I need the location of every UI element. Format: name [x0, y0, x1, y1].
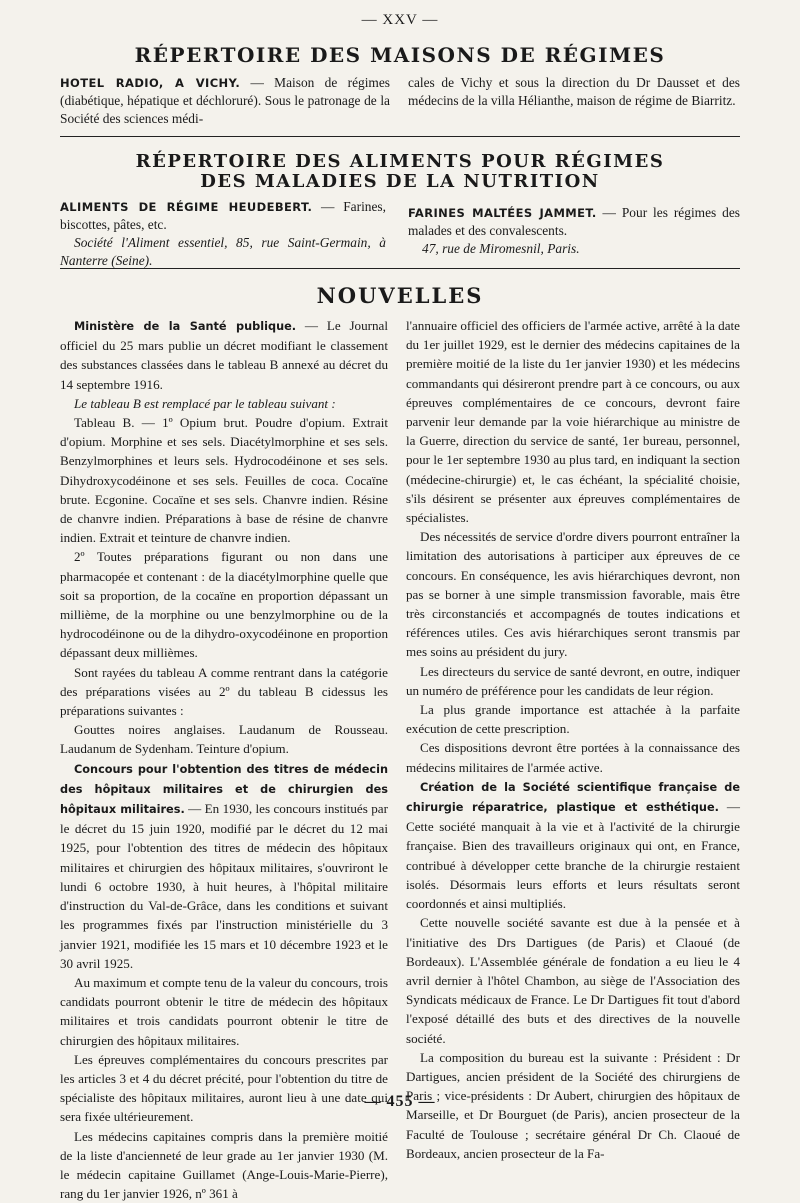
sec1-lead: HOTEL RADIO, A VICHY.	[60, 76, 241, 90]
news-paragraph: Ministère de la Santé publique. — Le Journal officiel du 25 mars publie un décret modifiant le classement des substances classées dans le tableau B annexé au décret du 14 septembre 1916.	[60, 318, 388, 392]
sec2-left-text: — Farines, biscottes, pâtes, etc.	[60, 199, 386, 232]
sec1-left-column	[60, 74, 390, 128]
sec2-right-address: 47, rue de Miromesnil, Paris.	[422, 241, 580, 256]
news-paragraph: Cette nouvelle société savante est due à la pensée et à l'initiative des Drs Dartigues (de Paris) et Claoué (de Bordeaux). L'Assemblée générale de fondation a eu lieu le 4 avril dernier à l'hôtel Chambon, au siège de l'Association des Syndicats médicaux de France. Le Dr Dartigues fit tout d'abord l'exposé détaillé des buts et des directives de la nouvelle société.	[406, 915, 740, 1046]
sec2-left-address: Société l'Aliment essentiel, 85, rue Saint-Germain, à Nanterre (Seine).	[60, 235, 386, 268]
news-paragraph: Sont rayées du tableau A comme rentrant dans la catégorie des préparations visées au 2º du tableau B cidessus les préparations suivantes :	[60, 664, 388, 719]
divider-rule-1	[60, 136, 740, 137]
news-paragraph: 2º Toutes préparations figurant ou non dans une pharmacopée et contenant : de la diacétylmorphine quelle que soit sa proportion, de la cocaïne en proportion dépassant un millième, de la morphine ou une benzylmorphine ou de la hydrocodéinone ou de la dihydro-oxycodéinone en proportion dépassant deux millièmes.	[60, 549, 388, 661]
news-lead-creation: Création de la Société scientifique française de chirurgie réparatrice, plastique et esthétique.	[406, 780, 740, 815]
sec2-right-entry	[408, 204, 740, 258]
nouvelles-right-column	[406, 316, 740, 1163]
news-paragraph: La plus grande importance est attachée à la parfaite exécution de cette prescription.	[406, 702, 740, 737]
news-paragraph: Les épreuves complémentaires du concours prescrites par les articles 3 et 4 du décret précité, pour l'obtention du titre de spécialiste des hôpitaux militaires, auront lieu à une date qui sera fixée ultérieurement.	[60, 1051, 388, 1125]
news-paragraph: Des nécessités de service d'ordre divers pourront entraîner la limitation des autorisations à participer aux épreuves de ce concours. En conséquence, les avis hiérarchiques devront, non pas se borner à une simple transmission favorable, mais être très circonstanciés et accompagnés de toutes indications et références utiles. Ces avis hiérarchiques seront transmis par mes soins au président du jury.	[406, 529, 740, 660]
journal-page	[60, 0, 740, 1202]
news-paragraph: Les médecins capitaines compris dans la première moitié de la liste d'ancienneté de leur grade au 1er janvier 1930 (M. le médecin capitaine Guillamet (Ange-Louis-Marie-Pierre), rang du 1er janvier 1926, nº 361 à	[60, 1128, 388, 1202]
sec1-right-column	[408, 74, 740, 110]
section-title-maisons: RÉPERTOIRE DES MAISONS DE RÉGIMES	[134, 43, 666, 67]
news-paragraph: Les directeurs du service de santé devront, en outre, indiquer un numéro de préférence pour les candidats de leur région.	[406, 663, 740, 698]
sec1-text-left: — Maison de régimes (diabétique, hépatique et déchloruré). Sous le patronage de la Société des sciences médi-	[60, 75, 391, 126]
sec2-right-text: — Pour les régimes des malades et des convalescents.	[408, 205, 740, 238]
news-paragraph: Le tableau B est remplacé par le tableau suivant :	[74, 395, 336, 411]
sec1-text-right: cales de Vichy et sous la direction du Dr Dausset et des médecins de la villa Hélianthe, maison de régime de Biarritz.	[408, 75, 740, 108]
nouvelles-left-column	[60, 316, 388, 1203]
sec2-left-lead: ALIMENTS DE RÉGIME HEUDEBERT.	[60, 200, 313, 214]
section-title-aliments	[60, 152, 740, 192]
news-paragraph: Au maximum et compte tenu de la valeur du concours, trois candidats pourront obtenir le titre de médecin des hôpitaux militaires et trois candidats pourront obtenir le titre de chirurgien des hôpitaux militaires.	[60, 974, 388, 1048]
news-paragraph: Concours pour l'obtention des titres de médecin des hôpitaux militaires et de chirurgien des hôpitaux militaires. — En 1930, les concours institués par le décret du 15 juin 1920, modifié par le décret du 12 mai 1925, pour l'obtention des titres de médecin des hôpitaux militaires et chirurgien des hôpitaux militaires, s'ouvriront le lundi 6 octobre 1930, à huit heures, à l'hôpital militaire d'instruction du Val-de-Grâce, dans les conditions et suivant les programmes fixés par l'instruction ministérielle du 3 janvier 1921, modifiée les 15 mars et 10 décembre 1923 et le 30 avril 1925.	[60, 762, 388, 971]
divider-rule-2	[60, 268, 740, 269]
sec2-right-lead: FARINES MALTÉES JAMMET.	[408, 206, 597, 220]
news-paragraph: Ces dispositions devront être portées à la connaissance des médecins militaires de l'armée active.	[406, 740, 740, 775]
news-paragraph: Création de la Société scientifique française de chirurgie réparatrice, plastique et esthétique. — Cette société manquait à la vie et à l'activité de la chirurgie française. Bien des travailleurs originaux qui ont, en France, contribué à développer cette branche de la chirurgie restaient isolés. Désormais leurs efforts et leurs résultats seront coordonnés et ainsi multipliés.	[406, 780, 740, 912]
news-lead-concours: Concours pour l'obtention des titres de médecin des hôpitaux militaires et de chirurgien des hôpitaux militaires.	[60, 762, 388, 817]
news-paragraph: La composition du bureau est la suivante : Président : Dr Dartigues, ancien président de la Société des chirurgiens de Paris ; vice-présidents : Dr Aubert, chirurgien des hôpitaux de Marseille, et Dr Bourguet (de Paris), ancien prosecteur de la Faculté de Toulouse ; secrétaire général Dr Ch. Claoué de Bordeaux, ancien prosecteur de la Fa-	[406, 1049, 740, 1161]
sec2-left-entry	[60, 198, 386, 270]
page-folio-top: — XXV —	[361, 12, 439, 28]
news-paragraph: Tableau B. — 1º Opium brut. Poudre d'opium. Extrait d'opium. Morphine et ses sels. Diacétylmorphine et ses sels. Benzylmorphines et leurs sels. Hydrocodéinone et ses sels. Dihydroxycodéinone et ses sels. Feuilles de coca. Cocaïne brute. Ecgonine. Cocaïne et ses sels. Chanvre indien. Résine de chanvre indien. Préparations à base de résine de chanvre indien. Extrait et teinture de chanvre indien.	[60, 415, 388, 546]
section-title-nouvelles: NOUVELLES	[316, 283, 484, 308]
news-paragraph: l'annuaire officiel des officiers de l'armée active, arrêté à la date du 1er juillet 1929, est le dernier des médecins capitaines de la première moitié de la liste du 1er janvier 1930) et les médecins commandants qui désireront prendre part à ce concours, ou aux épreuves complémentaires de ce concours, devront faire parvenir leur demande par la voie hiérarchique au ministre de la Guerre, direction du service de santé, 1er bureau, personnel, pour le 1er septembre 1930 au plus tard, en indiquant la section (médecine-chirurgie) et, le cas échéant, la spécialité choisie, s'ils désirent se présenter aux épreuves complémentaires de spécialistes.	[406, 318, 740, 526]
page-folio-bottom: — 455 —	[364, 1093, 436, 1110]
section-title-aliments-line2: DES MALADIES DE LA NUTRITION	[200, 171, 600, 193]
news-paragraph: Gouttes noires anglaises. Laudanum de Rousseau. Laudanum de Sydenham. Teinture d'opium.	[60, 722, 388, 757]
section-title-aliments-line1: RÉPERTOIRE DES ALIMENTS POUR RÉGIMES	[135, 151, 665, 172]
news-lead-sante: Ministère de la Santé publique.	[74, 320, 297, 333]
